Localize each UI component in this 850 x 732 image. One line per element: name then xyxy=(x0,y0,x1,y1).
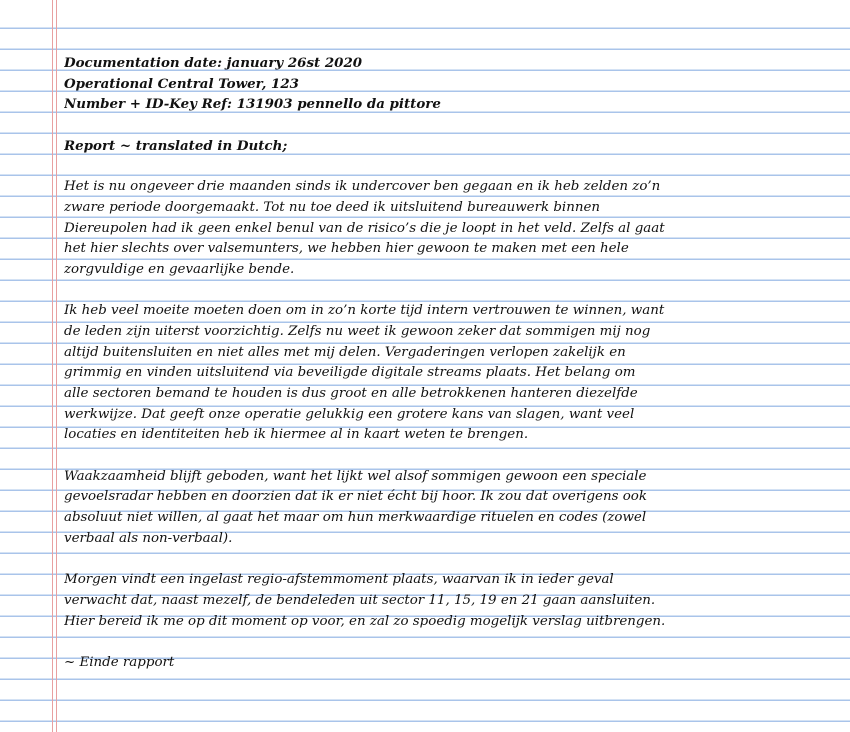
paragraph-line: de leden zijn uiterst voorzichtig. Zelfs nu weet ik gewoon zeker dat sommigen mij nog xyxy=(64,323,651,339)
paragraph-line: absoluut niet willen, al gaat het maar om hun merkwaardige rituelen en codes (zowel xyxy=(64,510,647,526)
paragraph-line: het hier slechts over valsemunters, we hebben hier gewoon te maken met een hele xyxy=(64,241,629,257)
paragraph-1 xyxy=(64,177,844,280)
paragraph-4 xyxy=(64,570,844,632)
margin-line-right xyxy=(56,0,57,732)
paragraph-line: werkwijze. Dat geeft onze operatie gelukkig een grotere kans van slagen, want veel xyxy=(64,406,635,422)
paragraph-line: verwacht dat, naast mezelf, de bendeleden uit sector 11, 15, 19 en 21 gaan aansluiten. xyxy=(64,592,656,608)
paragraph-line: alle sectoren bemand te houden is dus groot en alle betrokkenen hanteren diezelfde xyxy=(64,386,638,401)
closing-line: ~ Einde rapport xyxy=(64,654,175,670)
paragraph-line: Ik heb veel moeite moeten doen om in zo’n korte tijd intern vertrouwen te winnen, want xyxy=(64,303,665,319)
paragraph-line: altijd buitensluiten en niet alles met mij delen. Vergaderingen verlopen zakelijk en xyxy=(64,344,626,360)
documentation-date: Documentation date: january 26st 2020 xyxy=(64,55,363,71)
location-line: Operational Central Tower, 123 xyxy=(64,75,299,92)
paragraph-line: Het is nu ongeveer drie maanden sinds ik undercover ben gegaan en ik heb zelden zo’n xyxy=(64,179,661,195)
paragraph-line: Morgen vindt een ingelast regio-afstemmoment plaats, waarvan ik in ieder geval xyxy=(64,572,614,588)
reference-line: Number + ID-Key Ref: 131903 pennello da pittore xyxy=(64,96,441,113)
paragraph-line: gevoelsradar hebben en doorzien dat ik er niet écht bij hoor. Ik zou dat overigens ook xyxy=(64,489,647,505)
paragraph-line: Hier bereid ik me op dit moment op voor, en zal zo spoedig mogelijk verslag uitbrengen. xyxy=(64,613,666,629)
paragraph-line: zware periode doorgemaakt. Tot nu toe deed ik uitsluitend bureauwerk binnen xyxy=(64,199,601,215)
paragraph-line: zorgvuldige en gevaarlijke bende. xyxy=(64,261,295,277)
paragraph-line: Waakzaamheid blijft geboden, want het lijkt wel alsof sommigen gewoon een speciale xyxy=(64,468,647,484)
paragraph-line: locaties en identiteiten heb ik hiermee al in kaart weten te brengen. xyxy=(64,427,529,443)
paragraph-line: Diereupolen had ik geen enkel benul van de risico’s die je loopt in het veld. Zelfs al gaat xyxy=(64,220,665,236)
paragraph-3 xyxy=(64,467,844,550)
paragraph-2 xyxy=(64,301,844,446)
paragraph-line: verbaal als non-verbaal). xyxy=(64,530,233,546)
margin-line-left xyxy=(52,0,53,732)
paragraph-line: grimmig en vinden uitsluitend via beveiligde digitale streams plaats. Het belang om xyxy=(64,365,636,381)
report-text xyxy=(64,53,844,674)
report-title: Report ~ translated in Dutch; xyxy=(64,137,288,154)
